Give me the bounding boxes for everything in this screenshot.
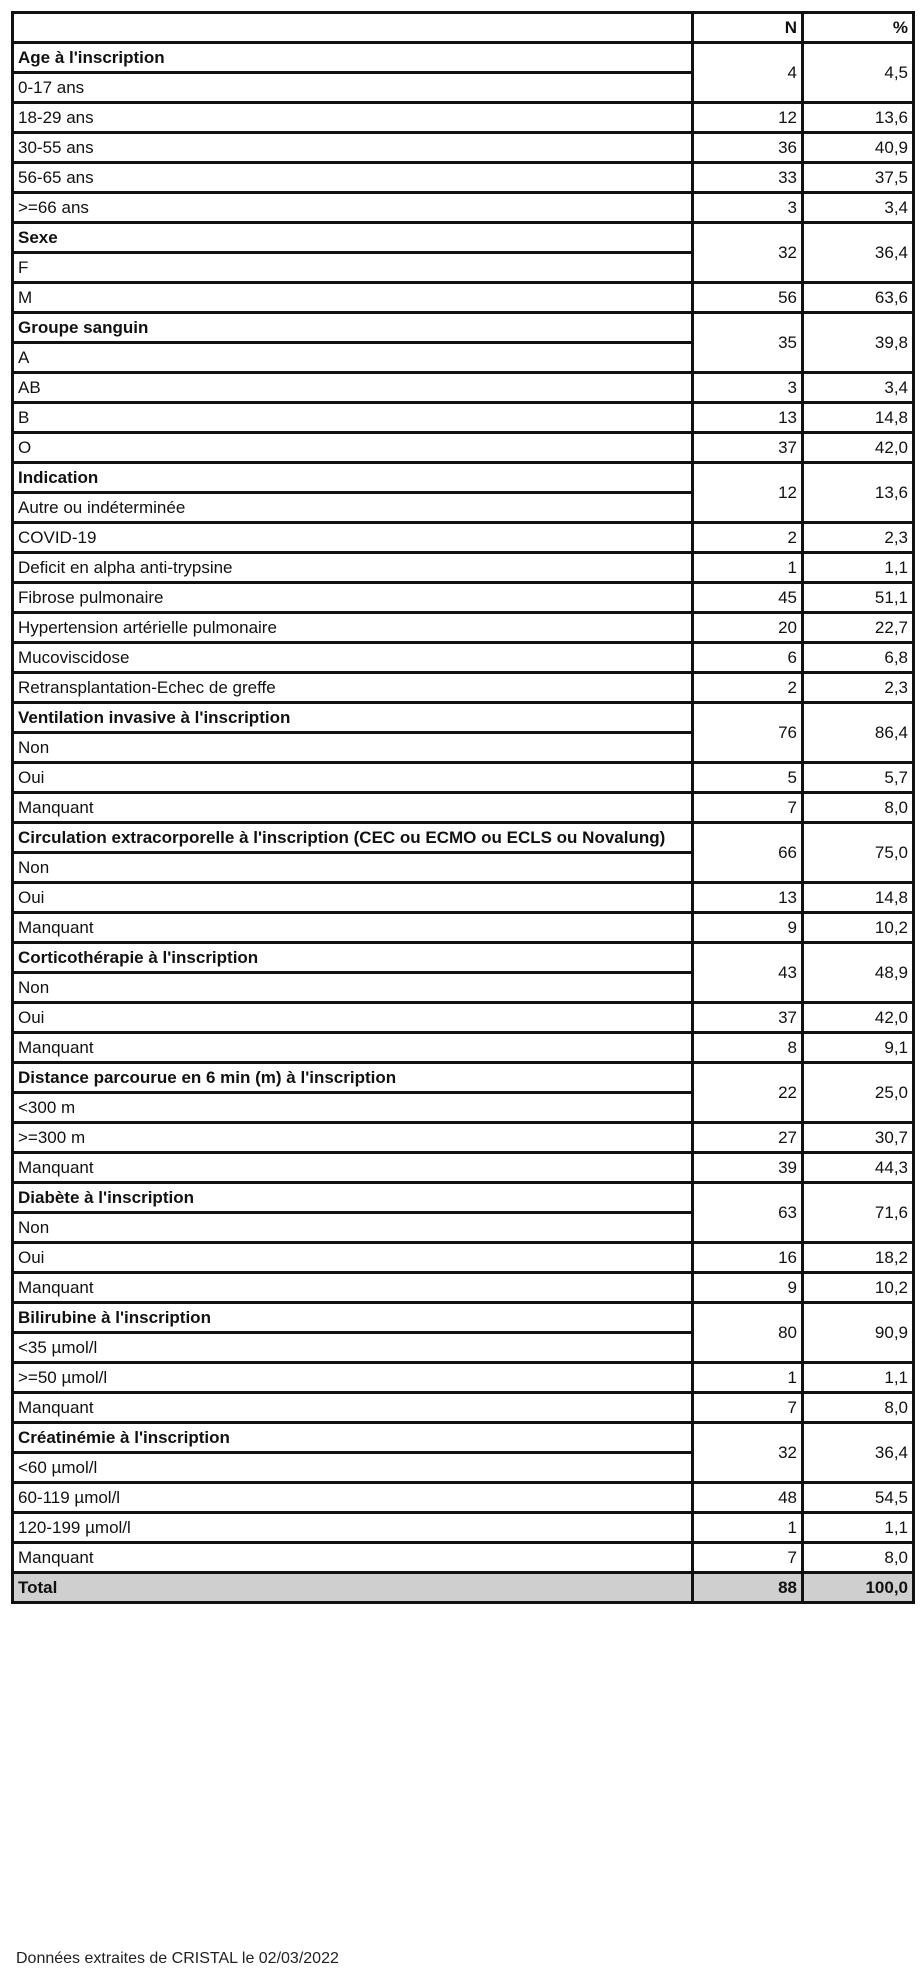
cell-pct: 40,9: [803, 133, 914, 163]
cell-pct: 6,8: [803, 643, 914, 673]
cell-n: 36: [693, 133, 803, 163]
row-label: Mucoviscidose: [13, 643, 693, 673]
cell-n: 1: [693, 1363, 803, 1393]
row-label: B: [13, 403, 693, 433]
row-label: Retransplantation-Echec de greffe: [13, 673, 693, 703]
table-row: [13, 1513, 914, 1543]
cell-n: 8: [693, 1033, 803, 1063]
row-label: Autre ou indéterminée: [13, 493, 693, 523]
section-title: Circulation extracorporelle à l'inscription (CEC ou ECMO ou ECLS ou Novalung): [13, 823, 693, 853]
table-row: [13, 133, 914, 163]
cell-n: 48: [693, 1483, 803, 1513]
row-label: Manquant: [13, 1153, 693, 1183]
table-row: [13, 1543, 914, 1573]
cell-n: 43: [693, 943, 803, 1003]
section-title-row: [13, 43, 914, 73]
cell-n: 13: [693, 883, 803, 913]
cell-pct: 10,2: [803, 1273, 914, 1303]
total-label: Total: [13, 1573, 693, 1603]
cell-n: 6: [693, 643, 803, 673]
section-title: Distance parcourue en 6 min (m) à l'inscription: [13, 1063, 693, 1093]
cell-n: 32: [693, 1423, 803, 1483]
table-row: [13, 103, 914, 133]
table-row: [13, 583, 914, 613]
cell-n: 76: [693, 703, 803, 763]
section-title: Corticothérapie à l'inscription: [13, 943, 693, 973]
cell-n: 13: [693, 403, 803, 433]
header-label: [13, 13, 693, 43]
cell-pct: 18,2: [803, 1243, 914, 1273]
cell-n: 45: [693, 583, 803, 613]
cell-pct: 86,4: [803, 703, 914, 763]
section-title: Sexe: [13, 223, 693, 253]
table-row: [13, 373, 914, 403]
row-label: Manquant: [13, 1273, 693, 1303]
row-label: Manquant: [13, 1393, 693, 1423]
total-row: [13, 1573, 914, 1603]
table-row: [13, 1153, 914, 1183]
row-label: Hypertension artérielle pulmonaire: [13, 613, 693, 643]
cell-n: 12: [693, 103, 803, 133]
row-label: Non: [13, 1213, 693, 1243]
cell-pct: 30,7: [803, 1123, 914, 1153]
cell-n: 32: [693, 223, 803, 283]
table-row: [13, 1243, 914, 1273]
table-row: [13, 553, 914, 583]
table-row: [13, 1123, 914, 1153]
header-pct: %: [803, 13, 914, 43]
section-title: Age à l'inscription: [13, 43, 693, 73]
cell-pct: 1,1: [803, 1363, 914, 1393]
row-label: AB: [13, 373, 693, 403]
cell-n: 9: [693, 913, 803, 943]
cell-n: 1: [693, 1513, 803, 1543]
header-row: [13, 13, 914, 43]
row-label: 0-17 ans: [13, 73, 693, 103]
cell-n: 37: [693, 433, 803, 463]
section-title: Groupe sanguin: [13, 313, 693, 343]
row-label: M: [13, 283, 693, 313]
table-row: [13, 673, 914, 703]
section-title-row: [13, 1063, 914, 1093]
row-label: <60 µmol/l: [13, 1453, 693, 1483]
cell-pct: 13,6: [803, 103, 914, 133]
row-label: 30-55 ans: [13, 133, 693, 163]
cell-pct: 3,4: [803, 193, 914, 223]
row-label: F: [13, 253, 693, 283]
cell-pct: 48,9: [803, 943, 914, 1003]
row-label: Oui: [13, 763, 693, 793]
table-row: [13, 763, 914, 793]
cell-pct: 8,0: [803, 793, 914, 823]
section-title: Indication: [13, 463, 693, 493]
cell-n: 27: [693, 1123, 803, 1153]
cell-pct: 2,3: [803, 523, 914, 553]
statistics-table: [11, 11, 915, 1604]
cell-pct: 9,1: [803, 1033, 914, 1063]
section-title-row: [13, 943, 914, 973]
row-label: O: [13, 433, 693, 463]
row-label: Oui: [13, 883, 693, 913]
cell-pct: 25,0: [803, 1063, 914, 1123]
section-title-row: [13, 223, 914, 253]
table-row: [13, 193, 914, 223]
table-row: [13, 1483, 914, 1513]
cell-pct: 1,1: [803, 1513, 914, 1543]
cell-pct: 5,7: [803, 763, 914, 793]
cell-pct: 36,4: [803, 1423, 914, 1483]
cell-n: 80: [693, 1303, 803, 1363]
cell-n: 2: [693, 523, 803, 553]
cell-pct: 63,6: [803, 283, 914, 313]
row-label: Oui: [13, 1003, 693, 1033]
section-title: Ventilation invasive à l'inscription: [13, 703, 693, 733]
cell-pct: 51,1: [803, 583, 914, 613]
cell-pct: 1,1: [803, 553, 914, 583]
cell-pct: 14,8: [803, 403, 914, 433]
row-label: <35 µmol/l: [13, 1333, 693, 1363]
cell-n: 56: [693, 283, 803, 313]
cell-n: 3: [693, 373, 803, 403]
section-title: Diabète à l'inscription: [13, 1183, 693, 1213]
table-row: [13, 913, 914, 943]
row-label: >=50 µmol/l: [13, 1363, 693, 1393]
cell-n: 1: [693, 553, 803, 583]
cell-pct: 36,4: [803, 223, 914, 283]
cell-pct: 42,0: [803, 433, 914, 463]
cell-n: 20: [693, 613, 803, 643]
row-label: <300 m: [13, 1093, 693, 1123]
cell-n: 12: [693, 463, 803, 523]
cell-pct: 90,9: [803, 1303, 914, 1363]
cell-n: 35: [693, 313, 803, 373]
total-n: 88: [693, 1573, 803, 1603]
section-title-row: [13, 1183, 914, 1213]
cell-n: 33: [693, 163, 803, 193]
table-row: [13, 613, 914, 643]
row-label: Deficit en alpha anti-trypsine: [13, 553, 693, 583]
table-row: [13, 433, 914, 463]
table-row: [13, 1003, 914, 1033]
cell-pct: 54,5: [803, 1483, 914, 1513]
cell-n: 9: [693, 1273, 803, 1303]
cell-n: 16: [693, 1243, 803, 1273]
cell-n: 2: [693, 673, 803, 703]
table-row: [13, 1363, 914, 1393]
table-row: [13, 163, 914, 193]
row-label: 60-119 µmol/l: [13, 1483, 693, 1513]
row-label: Non: [13, 733, 693, 763]
table-row: [13, 883, 914, 913]
table-row: [13, 1393, 914, 1423]
cell-pct: 2,3: [803, 673, 914, 703]
table-row: [13, 283, 914, 313]
table-row: [13, 793, 914, 823]
row-label: Non: [13, 973, 693, 1003]
row-label: Manquant: [13, 793, 693, 823]
cell-n: 7: [693, 793, 803, 823]
cell-pct: 75,0: [803, 823, 914, 883]
section-title-row: [13, 823, 914, 853]
section-title: Créatinémie à l'inscription: [13, 1423, 693, 1453]
section-title: Bilirubine à l'inscription: [13, 1303, 693, 1333]
cell-pct: 10,2: [803, 913, 914, 943]
cell-n: 3: [693, 193, 803, 223]
row-label: A: [13, 343, 693, 373]
cell-n: 5: [693, 763, 803, 793]
table-row: [13, 403, 914, 433]
row-label: Non: [13, 853, 693, 883]
total-pct: 100,0: [803, 1573, 914, 1603]
row-label: Manquant: [13, 913, 693, 943]
section-title-row: [13, 1303, 914, 1333]
section-title-row: [13, 703, 914, 733]
cell-pct: 3,4: [803, 373, 914, 403]
cell-n: 37: [693, 1003, 803, 1033]
section-title-row: [13, 1423, 914, 1453]
row-label: Oui: [13, 1243, 693, 1273]
row-label: Fibrose pulmonaire: [13, 583, 693, 613]
table-row: [13, 1033, 914, 1063]
cell-pct: 42,0: [803, 1003, 914, 1033]
section-title-row: [13, 313, 914, 343]
row-label: Manquant: [13, 1033, 693, 1063]
cell-n: 22: [693, 1063, 803, 1123]
cell-n: 7: [693, 1393, 803, 1423]
cell-n: 63: [693, 1183, 803, 1243]
cell-n: 4: [693, 43, 803, 103]
cell-pct: 13,6: [803, 463, 914, 523]
row-label: Manquant: [13, 1543, 693, 1573]
row-label: 120-199 µmol/l: [13, 1513, 693, 1543]
table-row: [13, 1273, 914, 1303]
cell-pct: 39,8: [803, 313, 914, 373]
cell-n: 7: [693, 1543, 803, 1573]
row-label: >=300 m: [13, 1123, 693, 1153]
header-n: N: [693, 13, 803, 43]
cell-pct: 8,0: [803, 1393, 914, 1423]
row-label: >=66 ans: [13, 193, 693, 223]
section-title-row: [13, 463, 914, 493]
cell-pct: 8,0: [803, 1543, 914, 1573]
cell-n: 39: [693, 1153, 803, 1183]
table-body: [13, 43, 914, 1603]
row-label: 56-65 ans: [13, 163, 693, 193]
table-row: [13, 523, 914, 553]
table-row: [13, 643, 914, 673]
cell-n: 66: [693, 823, 803, 883]
footer-note: Données extraites de CRISTAL le 02/03/2022: [16, 1950, 339, 1967]
cell-pct: 44,3: [803, 1153, 914, 1183]
cell-pct: 22,7: [803, 613, 914, 643]
cell-pct: 37,5: [803, 163, 914, 193]
row-label: COVID-19: [13, 523, 693, 553]
cell-pct: 14,8: [803, 883, 914, 913]
cell-pct: 4,5: [803, 43, 914, 103]
cell-pct: 71,6: [803, 1183, 914, 1243]
row-label: 18-29 ans: [13, 103, 693, 133]
